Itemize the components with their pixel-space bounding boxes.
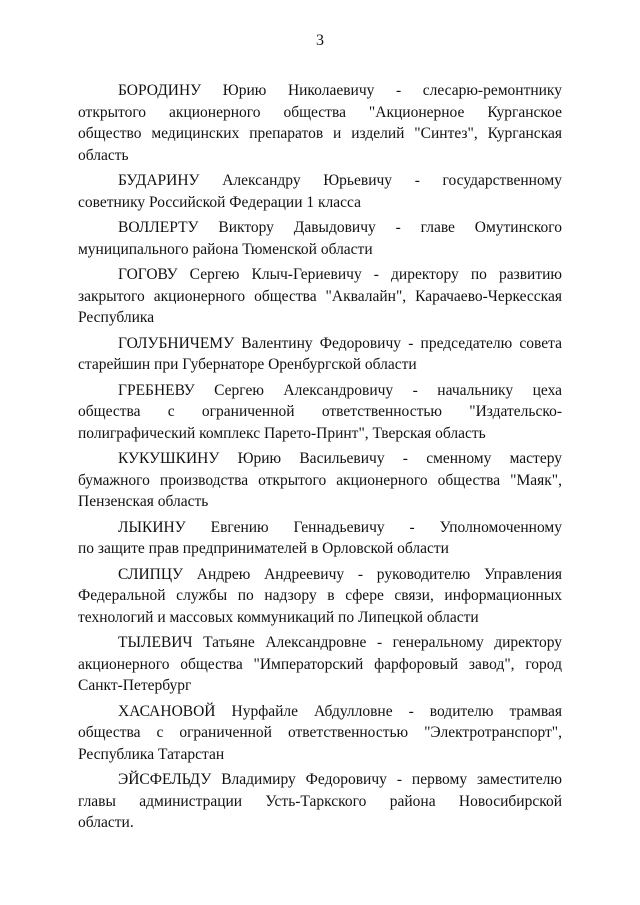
- entry-heading-line: ТЫЛЕВИЧ Татьяне Александровне - генеральному директору: [118, 634, 562, 651]
- entry-text-line: закрытого акционерного общества "Аквалайн", Карачаево-Черкесская: [78, 287, 562, 305]
- entry-text-line: Федеральной службы по надзору в сфере связи, информационных: [78, 587, 562, 604]
- award-entry: [78, 80, 562, 166]
- award-list: [78, 80, 562, 838]
- award-entry: [78, 333, 562, 376]
- entry-text-line: общества с ограниченной ответственностью "Издательско-: [78, 403, 562, 420]
- award-entry: [78, 380, 562, 445]
- award-entry: [78, 769, 562, 834]
- award-entry: [78, 217, 562, 260]
- award-entry: [78, 170, 562, 213]
- entry-text-line: муниципального района Тюменской области: [78, 240, 373, 258]
- entry-heading-line: СЛИПЦУ Андрею Андреевичу - руководителю Управления: [118, 565, 562, 583]
- entry-text-line: старейшин при Губернаторе Оренбургской области: [78, 356, 417, 373]
- award-entry: [78, 632, 562, 697]
- entry-text-line: области.: [78, 814, 134, 831]
- entry-heading-line: БОРОДИНУ Юрию Николаевичу - слесарю-ремонтнику: [118, 82, 562, 99]
- entry-text-line: полиграфический комплекс Парето-Принт", Тверская область: [78, 424, 486, 442]
- award-entry: [78, 517, 562, 560]
- entry-text-line: акционерного общества "Императорский фарфоровый завод", город: [78, 655, 562, 673]
- entry-heading-line: ГОЛУБНИЧЕМУ Валентину Федоровичу - председателю совета: [118, 334, 562, 352]
- award-entry: [78, 701, 562, 766]
- entry-text-line: Санкт-Петербург: [78, 677, 192, 694]
- entry-text-line: главы администрации Усть-Таркского района Новосибирской: [78, 792, 562, 810]
- entry-text-line: область: [78, 146, 129, 164]
- entry-text-line: Республика: [78, 309, 155, 326]
- entry-heading-line: ГРЕБНЕВУ Сергею Александровичу - начальнику цеха: [118, 381, 562, 399]
- entry-text-line: технологий и массовых коммуникаций по Липецкой области: [78, 608, 479, 626]
- entry-text-line: общество медицинских препаратов и изделий "Синтез", Курганская: [78, 125, 562, 142]
- entry-heading-line: КУКУШКИНУ Юрию Васильевичу - сменному мастеру: [118, 450, 562, 467]
- award-entry: [78, 448, 562, 513]
- entry-heading-line: ХАСАНОВОЙ Нурфайле Абдулловне - водителю трамвая: [118, 702, 562, 720]
- entry-text-line: общества с ограниченной ответственностью "Электротранспорт",: [78, 724, 562, 741]
- entry-heading-line: ЛЫКИНУ Евгению Геннадьевичу - Уполномоченному: [118, 518, 562, 536]
- entry-text-line: бумажного производства открытого акционерного общества "Маяк",: [78, 471, 562, 489]
- award-entry: [78, 564, 562, 629]
- page-number: 3: [316, 32, 324, 49]
- entry-text-line: советнику Российской Федерации 1 класса: [78, 193, 361, 211]
- entry-heading-line: БУДАРИНУ Александру Юрьевичу - государственному: [118, 172, 562, 189]
- entry-text-line: по защите прав предпринимателей в Орловской области: [78, 540, 449, 557]
- entry-heading-line: ЭЙСФЕЛЬДУ Владимиру Федоровичу - первому заместителю: [118, 771, 562, 788]
- entry-heading-line: ВОЛЛЕРТУ Виктору Давыдовичу - главе Омутинского: [118, 219, 562, 236]
- entry-text-line: открытого акционерного общества "Акционерное Курганское: [78, 103, 562, 121]
- award-entry: [78, 264, 562, 329]
- entry-text-line: Пензенская область: [78, 493, 209, 510]
- entry-text-line: Республика Татарстан: [78, 745, 225, 763]
- entry-heading-line: ГОГОВУ Сергею Клыч-Гериевичу - директору по развитию: [118, 266, 562, 283]
